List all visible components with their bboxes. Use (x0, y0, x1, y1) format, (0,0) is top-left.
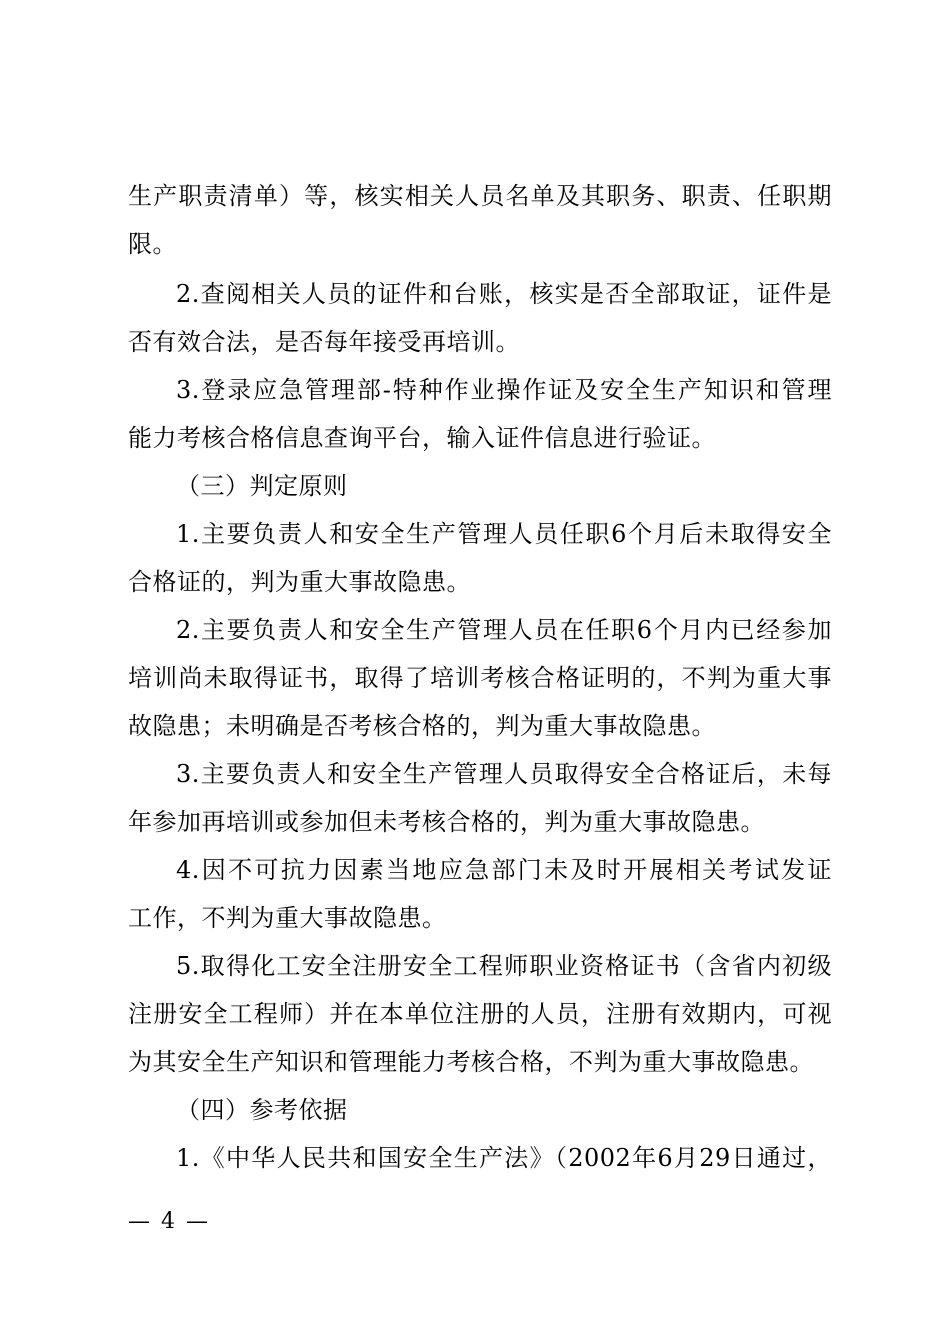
text-line: 能力考核合格信息查询平台，输入证件信息进行验证。 (128, 424, 716, 452)
text-line: 否有效合法，是否每年接受再培训。 (128, 328, 520, 356)
section-heading: （三）判定原则 (176, 472, 348, 500)
text-line: 3.主要负责人和安全生产管理人员取得安全合格证后，未每 (176, 760, 832, 788)
text-line: 生产职责清单）等，核实相关人员名单及其职务、职责、任职期 (128, 182, 832, 210)
text-line: 1.《中华人民共和国安全生产法》（2002年6月29日通过， (176, 1144, 832, 1172)
text-line: 5.取得化工安全注册安全工程师职业资格证书（含省内初级 (176, 952, 832, 980)
text-line: 为其安全生产知识和管理能力考核合格，不判为重大事故隐患。 (128, 1048, 814, 1076)
text-line: 培训尚未取得证书，取得了培训考核合格证明的，不判为重大事 (128, 664, 832, 692)
text-line: 2.查阅相关人员的证件和台账，核实是否全部取证，证件是 (176, 280, 832, 308)
text-line: 合格证的，判为重大事故隐患。 (128, 568, 471, 596)
text-line: 4.因不可抗力因素当地应急部门未及时开展相关考试发证 (176, 856, 832, 884)
text-line: 工作，不判为重大事故隐患。 (128, 904, 447, 932)
text-line: 注册安全工程师）并在本单位注册的人员，注册有效期内，可视 (128, 1000, 832, 1028)
section-heading: （四）参考依据 (176, 1096, 348, 1124)
text-line: 2.主要负责人和安全生产管理人员在任职6个月内已经参加 (176, 616, 832, 644)
text-line: 3.登录应急管理部-特种作业操作证及安全生产知识和管理 (176, 376, 832, 404)
text-line: 故隐患；未明确是否考核合格的，判为重大事故隐患。 (128, 712, 716, 740)
text-line: 1.主要负责人和安全生产管理人员任职6个月后未取得安全 (176, 520, 832, 548)
page-number: — 4 — (128, 1209, 210, 1234)
text-line: 限。 (128, 230, 177, 258)
text-line: 年参加再培训或参加但未考核合格的，判为重大事故隐患。 (128, 808, 765, 836)
